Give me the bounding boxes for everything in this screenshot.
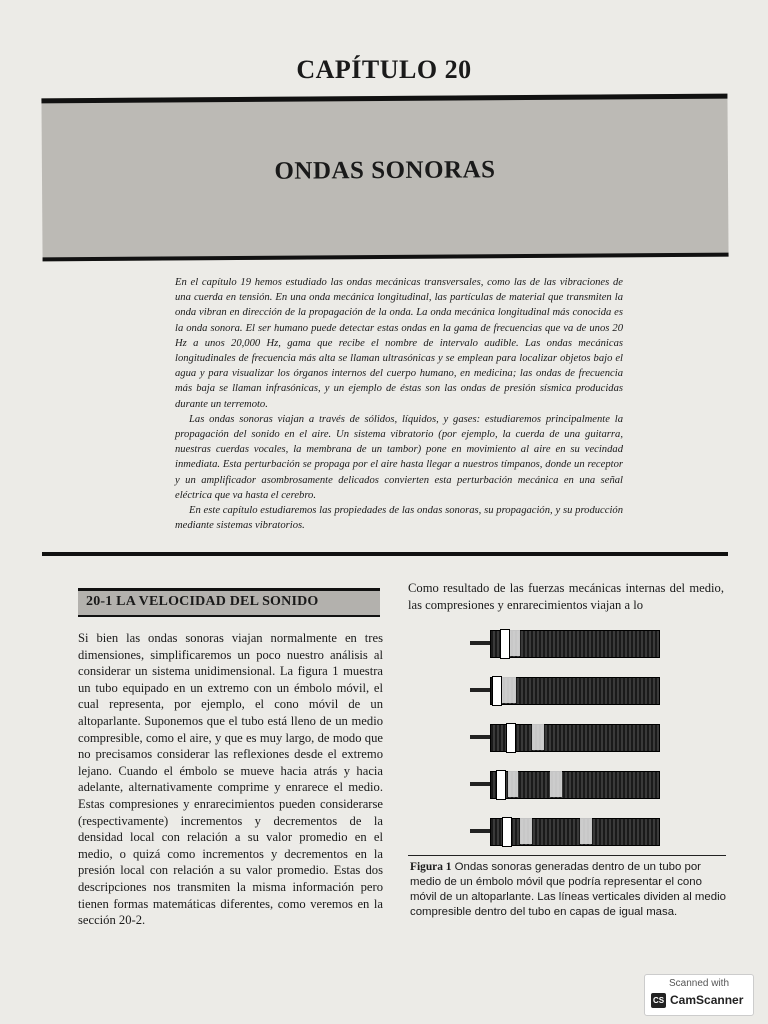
section-heading: 20-1 LA VELOCIDAD DEL SONIDO [86,594,319,609]
rarefaction-band [520,818,532,844]
piston [500,629,510,659]
chapter-title: ONDAS SONORAS [274,156,496,185]
piston-rod [470,688,492,692]
rarefaction-band [508,771,518,797]
tube-body [490,818,660,846]
section-divider [42,552,728,556]
piston [492,676,502,706]
intro-paragraph: En el capítulo 19 hemos estudiado las ondas mecánicas transversales, como las de las vibraciones de una cuerda en tensión. En una onda mecánica longitudinal, las partículas de material que transmiten la onda vibran en dirección de la propagación de la onda. La onda mecánica longitudinal más conocida es la onda sonora. El ser humano puede detectar estas ondas en la gama de frecuencias que va de unos 20 Hz a unos 20,000 Hz, gama que recibe el nombre de intervalo audible. Las ondas mecánicas longitudinales de frecuencia más alta se llaman ultrasónicas y se emplean para localizar objetos bajo el agua y para visualizar los órganos internos del cuerpo humano, en medicina; las ondas de frecuencia más baja se llaman infrasónicas, y un ejemplo de éstas son las ondas de presión sísmica producidas durante un terremoto. [175,277,623,410]
rarefaction-band [580,818,592,844]
figure-caption-rule [408,855,726,856]
piston [502,817,512,847]
figure-caption-text: Ondas sonoras generadas dentro de un tubo por medio de un émbolo móvil que podría representar el cono móvil de un altoparlante. Las líneas verticales dividen al medio compresible dentro del tubo en capas de igual masa. [410,861,726,918]
left-column-text: Si bien las ondas sonoras viajan normalmente en tres dimensiones, simplificaremos un poco nuestro análisis al considerar un sistema unidimensional. La figura 1 muestra un tubo equipado en un extremo con un émbolo móvil, el cual representa, por ejemplo, el cono móvil de un altoparlante. Suponemos que el tubo está lleno de un medio compresible, como el aire, y que es muy largo, de modo que no precisamos considerar las reflexiones desde el extremo lejano. Cuando el émbolo se mueve hacia atrás y hacia adelante, alternativamente comprime y enrarece el medio. Estas compresiones y enrarecimientos pueden considerarse (respectivamente) incrementos y decrementos de la densidad local con relación a su valor promedio en el medio, o quizá como incrementos y decrementos en la presión local con relación a su valor promedio. Estas dos descripciones nos transmiten la misma información pero tienen formas matemáticas diferentes, como veremos en la sección 20-2. [78,631,383,928]
figure-caption [410,860,726,920]
rarefaction-band [550,771,562,797]
tube-diagram [470,818,660,844]
section-heading-bar [78,588,380,617]
scanner-caption: Scanned with [668,978,730,989]
tube-diagram [470,724,660,750]
figure-1-tubes [470,630,670,850]
intro-paragraph: En este capítulo estudiaremos las propiedades de las ondas sonoras, su propagación, y su producción mediante sistemas vibratorios. [175,505,623,532]
camscanner-logo-icon: CS [651,993,666,1008]
chapter-label: CAPÍTULO 20 [296,55,472,84]
intro-paragraph: Las ondas sonoras viajan a través de sólidos, líquidos, y gases: estudiaremos principalmente la propagación del sonido en el aire. Un sistema vibratorio (por ejemplo, la cuerda de una guitarra, nuestras cuerdas vocales, la membrana de un tambor) pone en movimiento al aire en su vecindad inmediata. Esta perturbación se propaga por el aire hasta llegar a nuestros tímpanos, donde un receptor y un amplificador asombrosamente delicados convierten esta perturbación mecánica en una señal eléctrica que va hasta el cerebro. [175,413,623,501]
scanner-brand: CamScanner [670,993,744,1007]
right-column-text: Como resultado de las fuerzas mecánicas internas del medio, las compresiones y enrarecimientos viajan a lo [408,581,724,612]
tube-diagram [470,677,660,703]
camscanner-watermark [644,974,754,1016]
rarefaction-band [502,677,516,703]
rarefaction-band [510,630,520,656]
figure-caption-label: Figura 1 [410,861,452,873]
chapter-introduction [175,275,623,533]
piston [496,770,506,800]
piston [506,723,516,753]
rarefaction-band [532,724,544,750]
tube-diagram [470,771,660,797]
chapter-title-band [41,94,728,262]
tube-diagram [470,630,660,656]
